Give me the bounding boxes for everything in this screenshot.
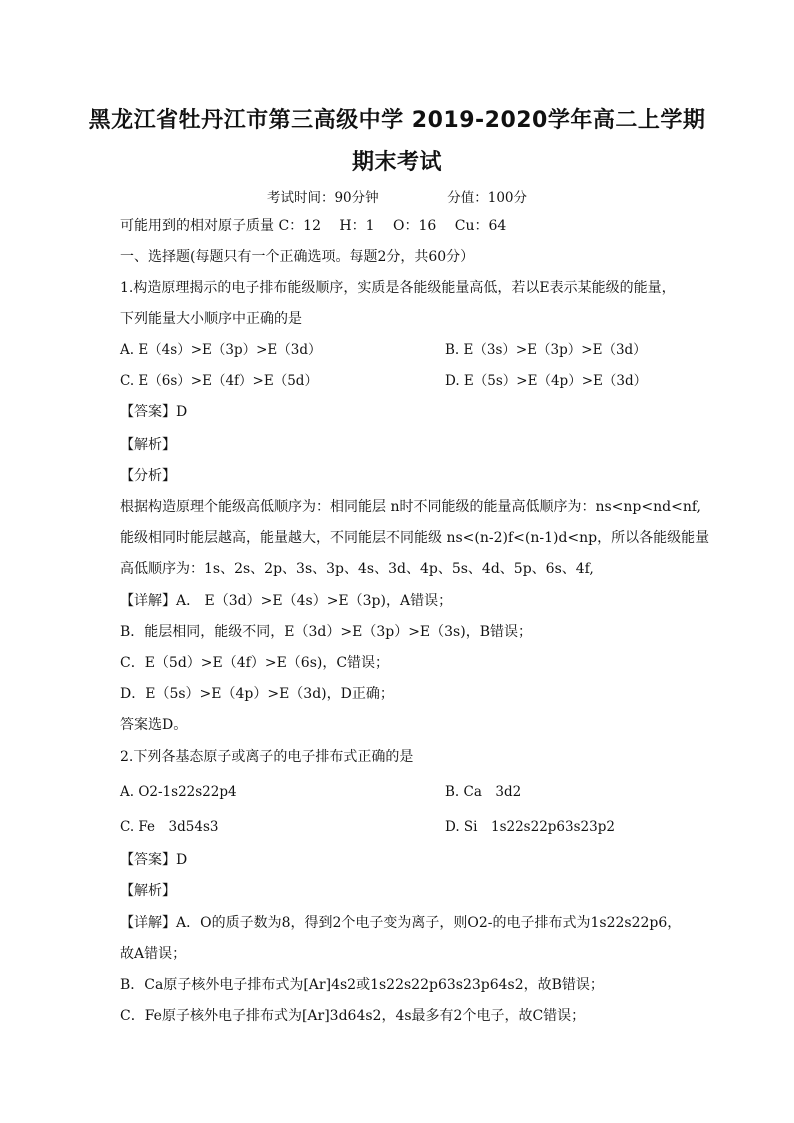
q2-stem: 2.下列各基态原子或离子的电子排布式正确的是 <box>120 749 414 765</box>
q1-fenxi-line1: 根据构造原理个能级高低顺序为：相同能层 n时不同能级的能量高低顺序为：ns<np<nd<nf, <box>120 499 701 515</box>
q2-detail-b: B．Ca原子核外电子排布式为[Ar]4s2或1s22s22p63s23p64s2，故B错误； <box>120 977 604 993</box>
q2-detail-a1: 【详解】A．O的质子数为8，得到2个电子变为离子，则O2-的电子排布式为1s22s22p6， <box>120 915 682 931</box>
q1-answer: 【答案】D <box>120 404 188 420</box>
q1-fenxi-tag: 【分析】 <box>120 468 176 484</box>
section-heading: 一、选择题(每题只有一个正确选项。每题2分，共60分） <box>120 249 475 265</box>
q1-detail-c: C．E（5d）>E（4f）>E（6s)，C错误； <box>120 655 390 671</box>
exam-score: 分值：100分 <box>447 190 528 206</box>
q1-stem-line2: 下列能量大小顺序中正确的是 <box>120 311 302 327</box>
q2-option-a: A. O2-1s22s22p4 <box>120 784 237 800</box>
q1-stem-line1: 1.构造原理揭示的电子排布能级顺序，实质是各能级能量高低，若以E表示某能级的能量， <box>120 280 676 296</box>
q1-detail-b: B．能层相同，能级不同，E（3d）>E（3p）>E（3s)，B错误； <box>120 624 532 640</box>
q1-option-d: D. E（5s）>E（4p）>E（3d） <box>445 373 648 389</box>
document-title-line2: 期末考试 <box>351 150 442 175</box>
q1-detail-d: D．E（5s）>E（4p）>E（3d)，D正确； <box>120 686 394 702</box>
q2-analysis-tag: 【解析】 <box>120 883 176 899</box>
q2-option-d: D. Si 1s22s22p63s23p2 <box>445 819 615 835</box>
q2-detail-a2: 故A错误； <box>120 946 187 962</box>
atomic-masses: 可能用到的相对原子质量 C：12 H：1 O：16 Cu：64 <box>120 218 507 234</box>
q1-option-a: A. E（4s）>E（3p）>E（3d） <box>120 342 322 358</box>
q1-detail-a: 【详解】A． E（3d）>E（4s）>E（3p)，A错误； <box>120 593 453 609</box>
q2-answer: 【答案】D <box>120 852 188 868</box>
q2-option-b: B. Ca 3d2 <box>445 784 522 800</box>
q1-fenxi-line3: 高低顺序为：1s、2s、2p、3s、3p、4s、3d、4p、5s、4d、5p、6s、4f, <box>120 561 594 577</box>
q1-conclusion: 答案选D。 <box>120 717 188 733</box>
q2-detail-c: C．Fe原子核外电子排布式为[Ar]3d64s2，4s最多有2个电子，故C错误； <box>120 1008 586 1024</box>
document-title-line1: 黑龙江省牡丹江市第三高级中学 2019-2020学年高二上学期 <box>88 108 706 133</box>
q1-analysis-tag: 【解析】 <box>120 437 176 453</box>
exam-time: 考试时间：90分钟 <box>266 190 379 206</box>
q1-fenxi-line2: 能级相同时能层越高，能量越大，不同能层不同能级 ns<(n-2)f<(n-1)d<np，所以各能级能量 <box>120 530 710 546</box>
q1-option-b: B. E（3s）>E（3p）>E（3d） <box>445 342 647 358</box>
exam-meta <box>0 186 794 206</box>
q2-option-c: C. Fe 3d54s3 <box>120 819 219 835</box>
q1-option-c: C. E（6s）>E（4f）>E（5d） <box>120 373 318 389</box>
